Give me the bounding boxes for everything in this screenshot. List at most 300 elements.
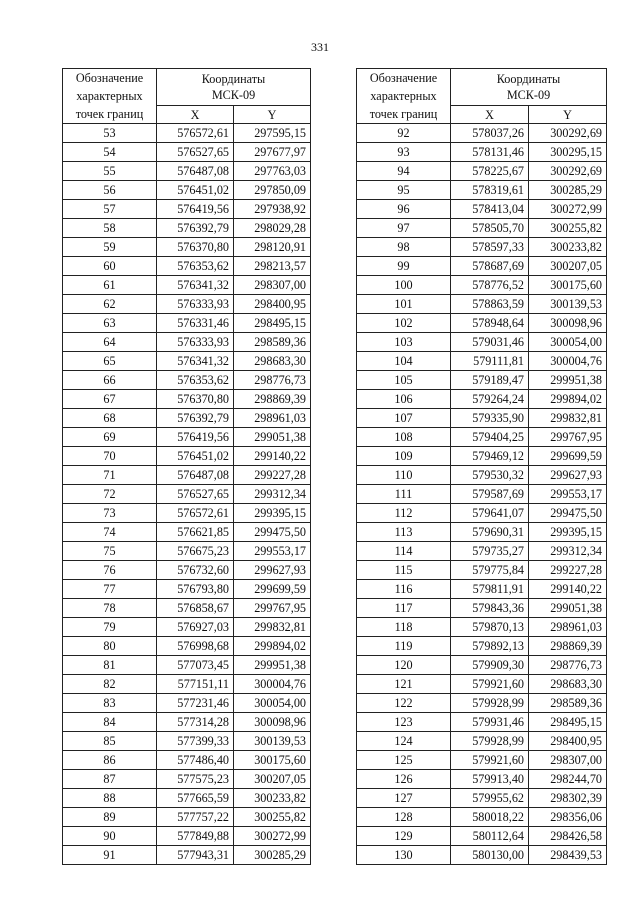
- point-number: 84: [63, 713, 157, 732]
- designation-header: Обозначение характерных точек границ: [63, 69, 157, 124]
- point-number: 78: [63, 599, 157, 618]
- y-coordinate: 298029,28: [234, 219, 311, 238]
- table-row: [357, 675, 607, 694]
- point-number: 61: [63, 276, 157, 295]
- point-number: 92: [357, 124, 451, 143]
- point-number: 60: [63, 257, 157, 276]
- table-row: [63, 675, 311, 694]
- x-coordinate: 579955,62: [451, 789, 529, 808]
- point-number: 123: [357, 713, 451, 732]
- table-body-right: [357, 124, 607, 865]
- y-coordinate: 299140,22: [529, 580, 607, 599]
- x-coordinate: 576998,68: [157, 637, 234, 656]
- y-coordinate: 299553,17: [234, 542, 311, 561]
- y-coordinate: 300292,69: [529, 162, 607, 181]
- y-coordinate: 300139,53: [529, 295, 607, 314]
- point-number: 86: [63, 751, 157, 770]
- coordinates-label: Координаты: [201, 72, 266, 87]
- table-row: [63, 390, 311, 409]
- point-number: 82: [63, 675, 157, 694]
- y-coordinate: 300233,82: [234, 789, 311, 808]
- y-coordinate: 299832,81: [234, 618, 311, 637]
- table-row: [63, 808, 311, 827]
- x-coordinate: 576621,85: [157, 523, 234, 542]
- table-body-left: [63, 124, 311, 865]
- y-coordinate: 297938,92: [234, 200, 311, 219]
- y-coordinate: 297595,15: [234, 124, 311, 143]
- table-row: [357, 637, 607, 656]
- table-row: [357, 542, 607, 561]
- y-coordinate: 298961,03: [529, 618, 607, 637]
- y-coordinate: 299395,15: [529, 523, 607, 542]
- y-column-header: Y: [234, 106, 311, 124]
- y-coordinate: 299699,59: [529, 447, 607, 466]
- point-number: 126: [357, 770, 451, 789]
- x-coordinate: 576341,32: [157, 276, 234, 295]
- point-number: 105: [357, 371, 451, 390]
- x-coordinate: 579031,46: [451, 333, 529, 352]
- table-row: [357, 732, 607, 751]
- y-coordinate: 298356,06: [529, 808, 607, 827]
- y-coordinate: 299832,81: [529, 409, 607, 428]
- y-coordinate: 299553,17: [529, 485, 607, 504]
- x-coordinate: 578413,04: [451, 200, 529, 219]
- point-number: 130: [357, 846, 451, 865]
- point-number: 59: [63, 238, 157, 257]
- point-number: 70: [63, 447, 157, 466]
- y-coordinate: 300207,05: [234, 770, 311, 789]
- y-coordinate: 299951,38: [234, 656, 311, 675]
- point-number: 99: [357, 257, 451, 276]
- table-row: [63, 485, 311, 504]
- x-coordinate: 578687,69: [451, 257, 529, 276]
- y-coordinate: 299699,59: [234, 580, 311, 599]
- y-coordinate: 300233,82: [529, 238, 607, 257]
- x-coordinate: 579843,36: [451, 599, 529, 618]
- table-row: [357, 485, 607, 504]
- table-row: [63, 124, 311, 143]
- x-coordinate: 579921,60: [451, 675, 529, 694]
- x-coordinate: 578505,70: [451, 219, 529, 238]
- x-coordinate: 576392,79: [157, 219, 234, 238]
- table-row: [357, 713, 607, 732]
- table-row: [63, 770, 311, 789]
- y-coordinate: 300004,76: [529, 352, 607, 371]
- x-coordinate: 576392,79: [157, 409, 234, 428]
- x-coordinate: 578319,61: [451, 181, 529, 200]
- x-coordinate: 579928,99: [451, 732, 529, 751]
- point-number: 68: [63, 409, 157, 428]
- x-coordinate: 576333,93: [157, 295, 234, 314]
- point-number: 58: [63, 219, 157, 238]
- point-number: 119: [357, 637, 451, 656]
- y-coordinate: 299627,93: [234, 561, 311, 580]
- point-number: 57: [63, 200, 157, 219]
- x-coordinate: 576331,46: [157, 314, 234, 333]
- y-coordinate: 299475,50: [234, 523, 311, 542]
- point-number: 63: [63, 314, 157, 333]
- y-coordinate: 300054,00: [234, 694, 311, 713]
- y-coordinate: 298426,58: [529, 827, 607, 846]
- table-row: [63, 352, 311, 371]
- x-coordinate: 577231,46: [157, 694, 234, 713]
- x-coordinate: 577575,23: [157, 770, 234, 789]
- x-coordinate: 576419,56: [157, 200, 234, 219]
- table-row: [357, 770, 607, 789]
- x-coordinate: 578948,64: [451, 314, 529, 333]
- point-number: 104: [357, 352, 451, 371]
- point-number: 100: [357, 276, 451, 295]
- table-row: [357, 143, 607, 162]
- x-coordinate: 577757,22: [157, 808, 234, 827]
- table-row: [63, 694, 311, 713]
- point-number: 113: [357, 523, 451, 542]
- coordinates-label: Координаты: [496, 72, 561, 87]
- y-coordinate: 299894,02: [234, 637, 311, 656]
- y-coordinate: 298400,95: [529, 732, 607, 751]
- point-number: 76: [63, 561, 157, 580]
- point-number: 107: [357, 409, 451, 428]
- point-number: 80: [63, 637, 157, 656]
- x-coordinate: 576353,62: [157, 371, 234, 390]
- point-number: 69: [63, 428, 157, 447]
- point-number: 79: [63, 618, 157, 637]
- x-coordinate: 576419,56: [157, 428, 234, 447]
- x-coordinate: 579775,84: [451, 561, 529, 580]
- table-row: [357, 447, 607, 466]
- x-coordinate: 580130,00: [451, 846, 529, 865]
- table-row: [63, 371, 311, 390]
- point-number: 91: [63, 846, 157, 865]
- x-coordinate: 578863,59: [451, 295, 529, 314]
- point-number: 120: [357, 656, 451, 675]
- x-coordinate: 577486,40: [157, 751, 234, 770]
- point-number: 55: [63, 162, 157, 181]
- y-coordinate: 298776,73: [529, 656, 607, 675]
- x-coordinate: 577314,28: [157, 713, 234, 732]
- y-coordinate: 299395,15: [234, 504, 311, 523]
- table-row: [63, 333, 311, 352]
- table-row: [63, 542, 311, 561]
- table-row: [357, 846, 607, 865]
- table-row: [357, 580, 607, 599]
- x-coordinate: 576370,80: [157, 390, 234, 409]
- point-number: 106: [357, 390, 451, 409]
- x-coordinate: 576927,03: [157, 618, 234, 637]
- y-coordinate: 299227,28: [234, 466, 311, 485]
- y-coordinate: 300175,60: [234, 751, 311, 770]
- table-row: [63, 827, 311, 846]
- table-row: [63, 181, 311, 200]
- y-coordinate: 298302,39: [529, 789, 607, 808]
- point-number: 89: [63, 808, 157, 827]
- x-coordinate: 579264,24: [451, 390, 529, 409]
- y-coordinate: 298120,91: [234, 238, 311, 257]
- y-coordinate: 299767,95: [234, 599, 311, 618]
- x-coordinate: 576732,60: [157, 561, 234, 580]
- table-row: [63, 200, 311, 219]
- x-coordinate: 579811,91: [451, 580, 529, 599]
- point-number: 103: [357, 333, 451, 352]
- x-coordinate: 580112,64: [451, 827, 529, 846]
- point-number: 54: [63, 143, 157, 162]
- table-row: [63, 599, 311, 618]
- table-row: [357, 428, 607, 447]
- table-row: [357, 295, 607, 314]
- point-number: 116: [357, 580, 451, 599]
- y-coordinate: 298961,03: [234, 409, 311, 428]
- x-coordinate: 580018,22: [451, 808, 529, 827]
- coordinate-system-label: МСК-09: [211, 88, 256, 103]
- x-coordinate: 579735,27: [451, 542, 529, 561]
- table-row: [357, 390, 607, 409]
- table-row: [357, 181, 607, 200]
- table-row: [63, 428, 311, 447]
- table-row: [357, 238, 607, 257]
- x-coordinate: 576353,62: [157, 257, 234, 276]
- x-coordinate: 578225,67: [451, 162, 529, 181]
- x-coordinate: 577399,33: [157, 732, 234, 751]
- table-row: [357, 200, 607, 219]
- y-coordinate: 298589,36: [529, 694, 607, 713]
- x-coordinate: 576572,61: [157, 124, 234, 143]
- y-coordinate: 300054,00: [529, 333, 607, 352]
- table-row: [357, 599, 607, 618]
- point-number: 77: [63, 580, 157, 599]
- point-number: 109: [357, 447, 451, 466]
- x-coordinate: 576572,61: [157, 504, 234, 523]
- y-column-header: Y: [529, 106, 607, 124]
- point-number: 112: [357, 504, 451, 523]
- table-row: [63, 447, 311, 466]
- table-row: [63, 162, 311, 181]
- y-coordinate: 299051,38: [234, 428, 311, 447]
- table-row: [357, 257, 607, 276]
- table-row: [63, 314, 311, 333]
- point-number: 110: [357, 466, 451, 485]
- point-number: 102: [357, 314, 451, 333]
- x-coordinate: 579641,07: [451, 504, 529, 523]
- x-coordinate: 579690,31: [451, 523, 529, 542]
- table-row: [357, 789, 607, 808]
- x-coordinate: 576675,23: [157, 542, 234, 561]
- point-number: 66: [63, 371, 157, 390]
- y-coordinate: 300285,29: [529, 181, 607, 200]
- y-coordinate: 300285,29: [234, 846, 311, 865]
- table-row: [63, 618, 311, 637]
- point-number: 121: [357, 675, 451, 694]
- point-number: 85: [63, 732, 157, 751]
- x-coordinate: 576370,80: [157, 238, 234, 257]
- y-coordinate: 298776,73: [234, 371, 311, 390]
- y-coordinate: 298307,00: [234, 276, 311, 295]
- x-coordinate: 579469,12: [451, 447, 529, 466]
- table-row: [357, 371, 607, 390]
- x-coordinate: 576527,65: [157, 485, 234, 504]
- y-coordinate: 300004,76: [234, 675, 311, 694]
- x-coordinate: 577943,31: [157, 846, 234, 865]
- point-number: 94: [357, 162, 451, 181]
- table-row: [63, 637, 311, 656]
- coordinates-table-left: [62, 68, 311, 865]
- point-number: 67: [63, 390, 157, 409]
- x-coordinate: 579931,46: [451, 713, 529, 732]
- y-coordinate: 298683,30: [234, 352, 311, 371]
- point-number: 64: [63, 333, 157, 352]
- x-coordinate: 576487,08: [157, 466, 234, 485]
- point-number: 108: [357, 428, 451, 447]
- table-row: [357, 618, 607, 637]
- point-number: 90: [63, 827, 157, 846]
- y-coordinate: 297677,97: [234, 143, 311, 162]
- y-coordinate: 298307,00: [529, 751, 607, 770]
- table-row: [357, 827, 607, 846]
- y-coordinate: 300292,69: [529, 124, 607, 143]
- table-row: [357, 523, 607, 542]
- table-row: [357, 352, 607, 371]
- table-row: [357, 162, 607, 181]
- table-row: [357, 219, 607, 238]
- x-column-header: X: [157, 106, 234, 124]
- point-number: 127: [357, 789, 451, 808]
- table-row: [63, 732, 311, 751]
- y-coordinate: 299475,50: [529, 504, 607, 523]
- table-row: [357, 808, 607, 827]
- y-coordinate: 297850,09: [234, 181, 311, 200]
- point-number: 73: [63, 504, 157, 523]
- table-row: [357, 561, 607, 580]
- y-coordinate: 299951,38: [529, 371, 607, 390]
- y-coordinate: 298589,36: [234, 333, 311, 352]
- point-number: 124: [357, 732, 451, 751]
- x-coordinate: 578597,33: [451, 238, 529, 257]
- y-coordinate: 300272,99: [234, 827, 311, 846]
- y-coordinate: 298683,30: [529, 675, 607, 694]
- y-coordinate: 298439,53: [529, 846, 607, 865]
- y-coordinate: 300175,60: [529, 276, 607, 295]
- y-coordinate: 298495,15: [234, 314, 311, 333]
- y-coordinate: 299312,34: [234, 485, 311, 504]
- table-row: [63, 257, 311, 276]
- table-row: [357, 466, 607, 485]
- x-coordinate: 579404,25: [451, 428, 529, 447]
- table-row: [63, 523, 311, 542]
- x-coordinate: 577151,11: [157, 675, 234, 694]
- y-coordinate: 300139,53: [234, 732, 311, 751]
- table-row: [63, 219, 311, 238]
- point-number: 118: [357, 618, 451, 637]
- x-coordinate: 579909,30: [451, 656, 529, 675]
- x-coordinate: 576451,02: [157, 447, 234, 466]
- point-number: 62: [63, 295, 157, 314]
- point-number: 129: [357, 827, 451, 846]
- x-coordinate: 576333,93: [157, 333, 234, 352]
- table-row: [63, 561, 311, 580]
- point-number: 115: [357, 561, 451, 580]
- x-coordinate: 579921,60: [451, 751, 529, 770]
- coordinates-header: [157, 69, 311, 106]
- table-row: [63, 238, 311, 257]
- x-coordinate: 576527,65: [157, 143, 234, 162]
- y-coordinate: 297763,03: [234, 162, 311, 181]
- point-number: 71: [63, 466, 157, 485]
- point-number: 117: [357, 599, 451, 618]
- x-coordinate: 579335,90: [451, 409, 529, 428]
- table-row: [357, 694, 607, 713]
- x-coordinate: 577849,88: [157, 827, 234, 846]
- point-number: 114: [357, 542, 451, 561]
- table-row: [63, 143, 311, 162]
- point-number: 96: [357, 200, 451, 219]
- y-coordinate: 300295,15: [529, 143, 607, 162]
- y-coordinate: 298495,15: [529, 713, 607, 732]
- y-coordinate: 299140,22: [234, 447, 311, 466]
- x-coordinate: 578037,26: [451, 124, 529, 143]
- coordinate-system-label: МСК-09: [506, 88, 551, 103]
- x-coordinate: 579530,32: [451, 466, 529, 485]
- table-row: [357, 751, 607, 770]
- table-row: [357, 333, 607, 352]
- table-row: [63, 713, 311, 732]
- y-coordinate: 299627,93: [529, 466, 607, 485]
- coordinates-header: [451, 69, 607, 106]
- y-coordinate: 299312,34: [529, 542, 607, 561]
- y-coordinate: 300098,96: [529, 314, 607, 333]
- point-number: 83: [63, 694, 157, 713]
- table-row: [63, 276, 311, 295]
- y-coordinate: 298400,95: [234, 295, 311, 314]
- x-coordinate: 576451,02: [157, 181, 234, 200]
- x-coordinate: 579189,47: [451, 371, 529, 390]
- y-coordinate: 300098,96: [234, 713, 311, 732]
- point-number: 101: [357, 295, 451, 314]
- y-coordinate: 298869,39: [529, 637, 607, 656]
- x-coordinate: 576487,08: [157, 162, 234, 181]
- x-coordinate: 579111,81: [451, 352, 529, 371]
- point-number: 87: [63, 770, 157, 789]
- point-number: 88: [63, 789, 157, 808]
- table-row: [63, 656, 311, 675]
- table-row: [63, 409, 311, 428]
- x-coordinate: 579913,40: [451, 770, 529, 789]
- point-number: 111: [357, 485, 451, 504]
- point-number: 95: [357, 181, 451, 200]
- x-coordinate: 578131,46: [451, 143, 529, 162]
- table-row: [63, 466, 311, 485]
- point-number: 53: [63, 124, 157, 143]
- table-row: [357, 656, 607, 675]
- y-coordinate: 300272,99: [529, 200, 607, 219]
- y-coordinate: 299894,02: [529, 390, 607, 409]
- y-coordinate: 299227,28: [529, 561, 607, 580]
- y-coordinate: 298244,70: [529, 770, 607, 789]
- table-row: [63, 580, 311, 599]
- table-row: [357, 504, 607, 523]
- y-coordinate: 298213,57: [234, 257, 311, 276]
- point-number: 98: [357, 238, 451, 257]
- table-row: [63, 751, 311, 770]
- table-row: [357, 409, 607, 428]
- y-coordinate: 300255,82: [529, 219, 607, 238]
- x-coordinate: 579892,13: [451, 637, 529, 656]
- point-number: 93: [357, 143, 451, 162]
- y-coordinate: 299767,95: [529, 428, 607, 447]
- point-number: 72: [63, 485, 157, 504]
- point-number: 122: [357, 694, 451, 713]
- table-row: [63, 846, 311, 865]
- point-number: 65: [63, 352, 157, 371]
- point-number: 97: [357, 219, 451, 238]
